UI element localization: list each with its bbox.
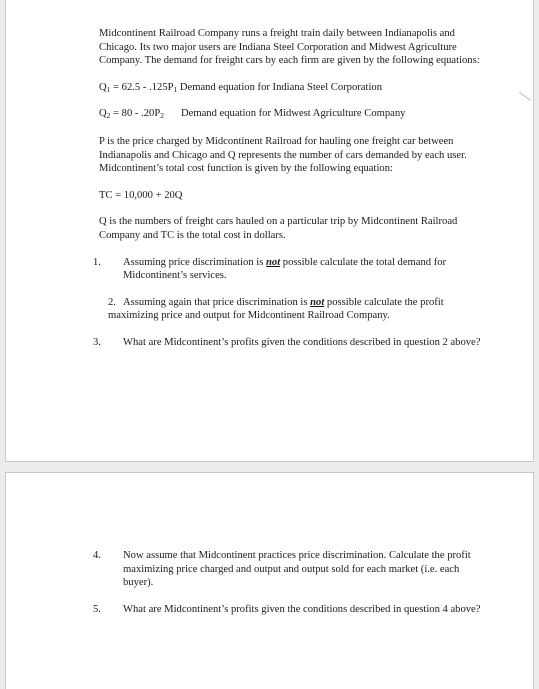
question-3-text: What are Midcontinent’s profits given the conditions described in question 2 above? bbox=[123, 336, 481, 348]
question-1-number: 1. bbox=[93, 256, 101, 268]
intro-paragraph: Midcontinent Railroad Company runs a freight train daily between Indianapolis and Chicago. Its two major users are Indiana Steel Corporation and Midwest Agriculture Company. The demand for freight cars by each firm are given by the following equations: bbox=[99, 28, 480, 67]
page-corner-mark bbox=[511, 92, 531, 112]
question-5-text: What are Midcontinent’s profits given the conditions described in question 4 above? bbox=[123, 603, 481, 615]
question-1-after: possible calculate the total demand for Midcontinent’s services. bbox=[123, 256, 447, 282]
question-3-number: 3. bbox=[93, 336, 101, 348]
question-4 bbox=[93, 549, 484, 590]
eq2-rhs-sub: 2 bbox=[160, 111, 164, 121]
question-1-before: Assuming price discrimination is bbox=[123, 256, 267, 268]
question-2 bbox=[99, 296, 484, 323]
question-2-number: 2. bbox=[108, 296, 116, 308]
question-2-before: Assuming again that price discrimination is bbox=[123, 296, 311, 308]
page-2-content bbox=[93, 549, 484, 616]
eq2-lhs-sub: 2 bbox=[106, 111, 111, 121]
eq2-label: Demand equation for Midwest Agriculture Company bbox=[180, 108, 406, 120]
eq2-rhs: = 80 - .20P bbox=[110, 108, 161, 120]
question-2-emphasis: not bbox=[310, 296, 325, 308]
total-cost-equation: TC = 10,000 + 20Q bbox=[99, 189, 183, 201]
eq1-lhs-sub: 1 bbox=[106, 84, 111, 94]
demand-equation-1 bbox=[99, 81, 484, 95]
eq1-label: Demand equation for Indiana Steel Corporation bbox=[177, 81, 382, 93]
question-1 bbox=[93, 256, 484, 283]
questions-list-2 bbox=[93, 549, 484, 616]
question-5-number: 5. bbox=[93, 603, 101, 615]
question-4-text: Now assume that Midcontinent practices price discrimination. Calculate the profit maximizing price charged and output and output sold for each market (i.e. each buyer). bbox=[123, 550, 471, 589]
question-3 bbox=[93, 336, 484, 350]
questions-list-1 bbox=[93, 256, 484, 350]
eq1-rhs-sub: 1 bbox=[173, 84, 178, 94]
eq2-lhs: Q bbox=[99, 108, 107, 120]
page-1-content bbox=[93, 27, 484, 350]
quantity-description: Q is the numbers of freight cars hauled on a particular trip by Midcontinent Railroad Company and TC is the total cost in dollars. bbox=[99, 216, 458, 241]
eq1-lhs: Q bbox=[99, 81, 107, 93]
question-4-number: 4. bbox=[93, 550, 101, 561]
document-page-2 bbox=[5, 472, 534, 689]
question-2-after: possible calculate the profit maximizing price and output for Midcontinent Railroad Company. bbox=[108, 296, 444, 322]
document-page-1 bbox=[5, 0, 534, 462]
price-description: P is the price charged by Midcontinent Railroad for hauling one freight car between Indianapolis and Chicago and Q represents the number of cars demanded by each user. Midcontinent’s total cost function is given by the following equation: bbox=[99, 135, 467, 175]
demand-equation-2 bbox=[99, 107, 484, 121]
eq1-rhs: = 62.5 - .125P bbox=[110, 81, 174, 93]
question-5 bbox=[93, 603, 484, 617]
question-1-emphasis: not bbox=[266, 256, 281, 268]
